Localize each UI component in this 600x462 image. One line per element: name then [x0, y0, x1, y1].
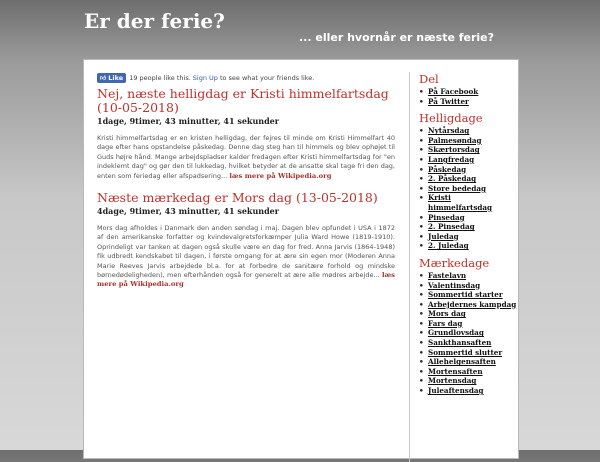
facebook-signup-link[interactable]: Sign Up — [192, 74, 218, 82]
markday-link[interactable]: Arbejdernes kampdag — [428, 299, 517, 309]
content-panel — [83, 59, 519, 459]
markday-link[interactable]: Juleaftensdag — [428, 386, 484, 396]
holidays-heading: Helligdage — [419, 111, 483, 126]
sidebar-item-holiday — [419, 136, 517, 146]
holiday-link[interactable]: Langfredag — [428, 154, 475, 164]
holiday-link[interactable]: Juledag — [428, 231, 459, 241]
holiday-countdown: 1dage, 9timer, 43 minutter, 41 sekunder — [97, 116, 279, 126]
bullet-icon: • — [419, 366, 424, 376]
bullet-icon: • — [419, 357, 424, 367]
sidebar-item-markday — [419, 300, 517, 310]
markday-description — [97, 224, 395, 290]
bullet-icon: • — [419, 96, 424, 106]
markday-link[interactable]: Sankthansaften — [428, 338, 492, 348]
bullet-icon: • — [419, 193, 424, 203]
sidebar-item-holiday — [419, 222, 517, 232]
markday-link[interactable]: Mortensdag — [428, 376, 477, 386]
holiday-link[interactable]: 2. Påskedag — [428, 174, 477, 184]
holiday-link[interactable]: Skærtorsdag — [428, 145, 480, 155]
bullet-icon: • — [419, 145, 424, 155]
holiday-list — [419, 126, 517, 251]
share-link[interactable]: På Facebook — [428, 87, 479, 96]
sidebar-item-markday — [419, 376, 517, 386]
markday-link[interactable]: Mortensaften — [428, 366, 483, 376]
bullet-icon: • — [419, 126, 424, 136]
markday-link[interactable]: Allehelgensaften — [428, 357, 496, 367]
holiday-link[interactable]: 2. Juledag — [428, 241, 469, 251]
holiday-link[interactable]: Store bededag — [428, 183, 487, 193]
sidebar-item-markday — [419, 357, 517, 367]
markday-link[interactable]: Grundlovsdag — [428, 328, 484, 338]
sidebar-item-holiday — [419, 232, 517, 242]
sidebar-item-holiday — [419, 155, 517, 165]
holiday-link[interactable]: Nytårsdag — [428, 126, 470, 136]
markday-countdown: 4dage, 9timer, 43 minutter, 41 sekunder — [97, 206, 279, 217]
bullet-icon: • — [419, 174, 424, 184]
sidebar-item-markday — [419, 328, 517, 338]
thumbs-up-icon: 👍︎ — [100, 75, 107, 82]
holiday-link[interactable]: Pinsedag — [428, 212, 465, 222]
sidebar-item-markday — [419, 319, 517, 329]
site-tagline: ... eller hvornår er næste ferie? — [299, 31, 495, 44]
bullet-icon: • — [419, 280, 424, 290]
bullet-icon: • — [419, 135, 424, 145]
holiday-link[interactable]: 2. Pinsedag — [428, 222, 475, 232]
holiday-description-text: Kristi himmelfartsdag er en kristen helligdag, der fejres til minde om Kristi Himmelfart 40 dage efter hans opstandelse påskedag. Denne dag steg han til himmels og blev ophøjet til Guds højre hånd. Mange arbejdspladser kalder fredagen efter Kristi himmelfartsdag for "en indeklemt dag" og gør den til lukkedag, hvilket betyder at de ansatte skal tage fri den dag, enten som feriedag eller afspadsering... — [97, 134, 395, 180]
bullet-icon: • — [419, 318, 424, 328]
sidebar-item-holiday — [419, 193, 517, 212]
holidays-section — [419, 111, 517, 251]
sidebar-item-markday — [419, 386, 517, 396]
bullet-icon: • — [419, 299, 424, 309]
bullet-icon: • — [419, 386, 424, 396]
bullet-icon: • — [419, 164, 424, 174]
markday-link[interactable]: Fars dag — [428, 318, 463, 328]
markday-link[interactable]: Mors dag — [428, 309, 466, 319]
sidebar-item-holiday — [419, 241, 517, 251]
share-link[interactable]: På Twitter — [428, 96, 469, 106]
markday-headline: Næste mærkedag er Mors dag (13-05-2018) — [97, 190, 378, 206]
bullet-icon: • — [419, 347, 424, 357]
bullet-icon: • — [419, 270, 424, 280]
bullet-icon: • — [419, 154, 424, 164]
column-divider — [409, 72, 410, 462]
main-column — [97, 72, 395, 290]
sidebar-item-markday — [419, 281, 517, 291]
sidebar-item-markday — [419, 367, 517, 377]
bullet-icon: • — [419, 183, 424, 193]
facebook-like-button[interactable] — [97, 73, 126, 83]
markdays-section — [419, 256, 517, 396]
share-list — [419, 87, 517, 106]
sidebar-item-holiday — [419, 174, 517, 184]
bullet-icon: • — [419, 290, 424, 300]
facebook-like-bar — [97, 72, 395, 84]
markday-wikipedia-link[interactable]: læs mere på Wikipedia.org — [97, 271, 395, 289]
sidebar-item-holiday — [419, 126, 517, 136]
holiday-headline: Nej, næste helligdag er Kristi himmelfartsdag (10-05-2018) — [97, 86, 389, 115]
bullet-icon: • — [419, 309, 424, 319]
markday-link[interactable]: Fastelavn — [428, 270, 467, 280]
share-heading: Del — [419, 72, 439, 86]
like-count: 19 people like this. — [129, 74, 191, 82]
holiday-link[interactable]: Kristi himmelfartsdag — [428, 193, 493, 212]
bullet-icon: • — [419, 338, 424, 348]
sidebar-item-share — [419, 87, 517, 97]
sidebar-item-markday — [419, 338, 517, 348]
holiday-link[interactable]: Palmesøndag — [428, 135, 482, 145]
sidebar-item-holiday — [419, 213, 517, 223]
sidebar-item-markday — [419, 348, 517, 358]
share-section — [419, 72, 517, 106]
signup-suffix: to see what your friends like. — [219, 74, 315, 82]
markday-description-text: Mors dag afholdes i Danmark den anden søndag i maj. Dagen blev opfundet i USA i 1872 af den amerikanske forfatter og kvindevalgretsforkæmper Julia Ward Howe (1819-1910). Oprindeligt var tanken at dagen også skulle være en dag for fred. Anna Jarvis (1864-1948) fik udbredt kendskabet til dagen, i første omgang for at ære sin egen mor (Moderen Anna Marie Reeves Jarvis arbejdede bl.a. for at forbedre de sanitære forhold og mindske børnedødeligheden), men efterhånden også for generelt at ære alle mødres arbejde... — [97, 224, 395, 280]
holiday-description — [97, 134, 395, 181]
sidebar — [419, 72, 517, 401]
sidebar-item-share — [419, 97, 517, 107]
markdays-heading: Mærkedage — [419, 255, 490, 270]
holiday-wikipedia-link[interactable]: læs mere på Wikipedia.org — [229, 171, 332, 180]
bullet-icon: • — [419, 328, 424, 338]
sidebar-item-holiday — [419, 184, 517, 194]
like-button-label: Like — [108, 74, 124, 82]
bullet-icon: • — [419, 222, 424, 232]
markday-link[interactable]: Sommertid slutter — [428, 347, 503, 357]
markday-link[interactable]: Sommertid starter — [428, 290, 503, 300]
bullet-icon: • — [419, 241, 424, 251]
site-title: Er der ferie? — [84, 9, 225, 33]
markday-link[interactable]: Valentinsdag — [428, 280, 481, 290]
bullet-icon: • — [419, 231, 424, 241]
sidebar-item-markday — [419, 271, 517, 281]
sidebar-item-holiday — [419, 165, 517, 175]
sidebar-item-markday — [419, 290, 517, 300]
markday-list — [419, 271, 517, 396]
bullet-icon: • — [419, 87, 424, 96]
sidebar-item-markday — [419, 309, 517, 319]
holiday-link[interactable]: Påskedag — [428, 164, 467, 174]
bullet-icon: • — [419, 212, 424, 222]
bullet-icon: • — [419, 376, 424, 386]
sidebar-item-holiday — [419, 145, 517, 155]
